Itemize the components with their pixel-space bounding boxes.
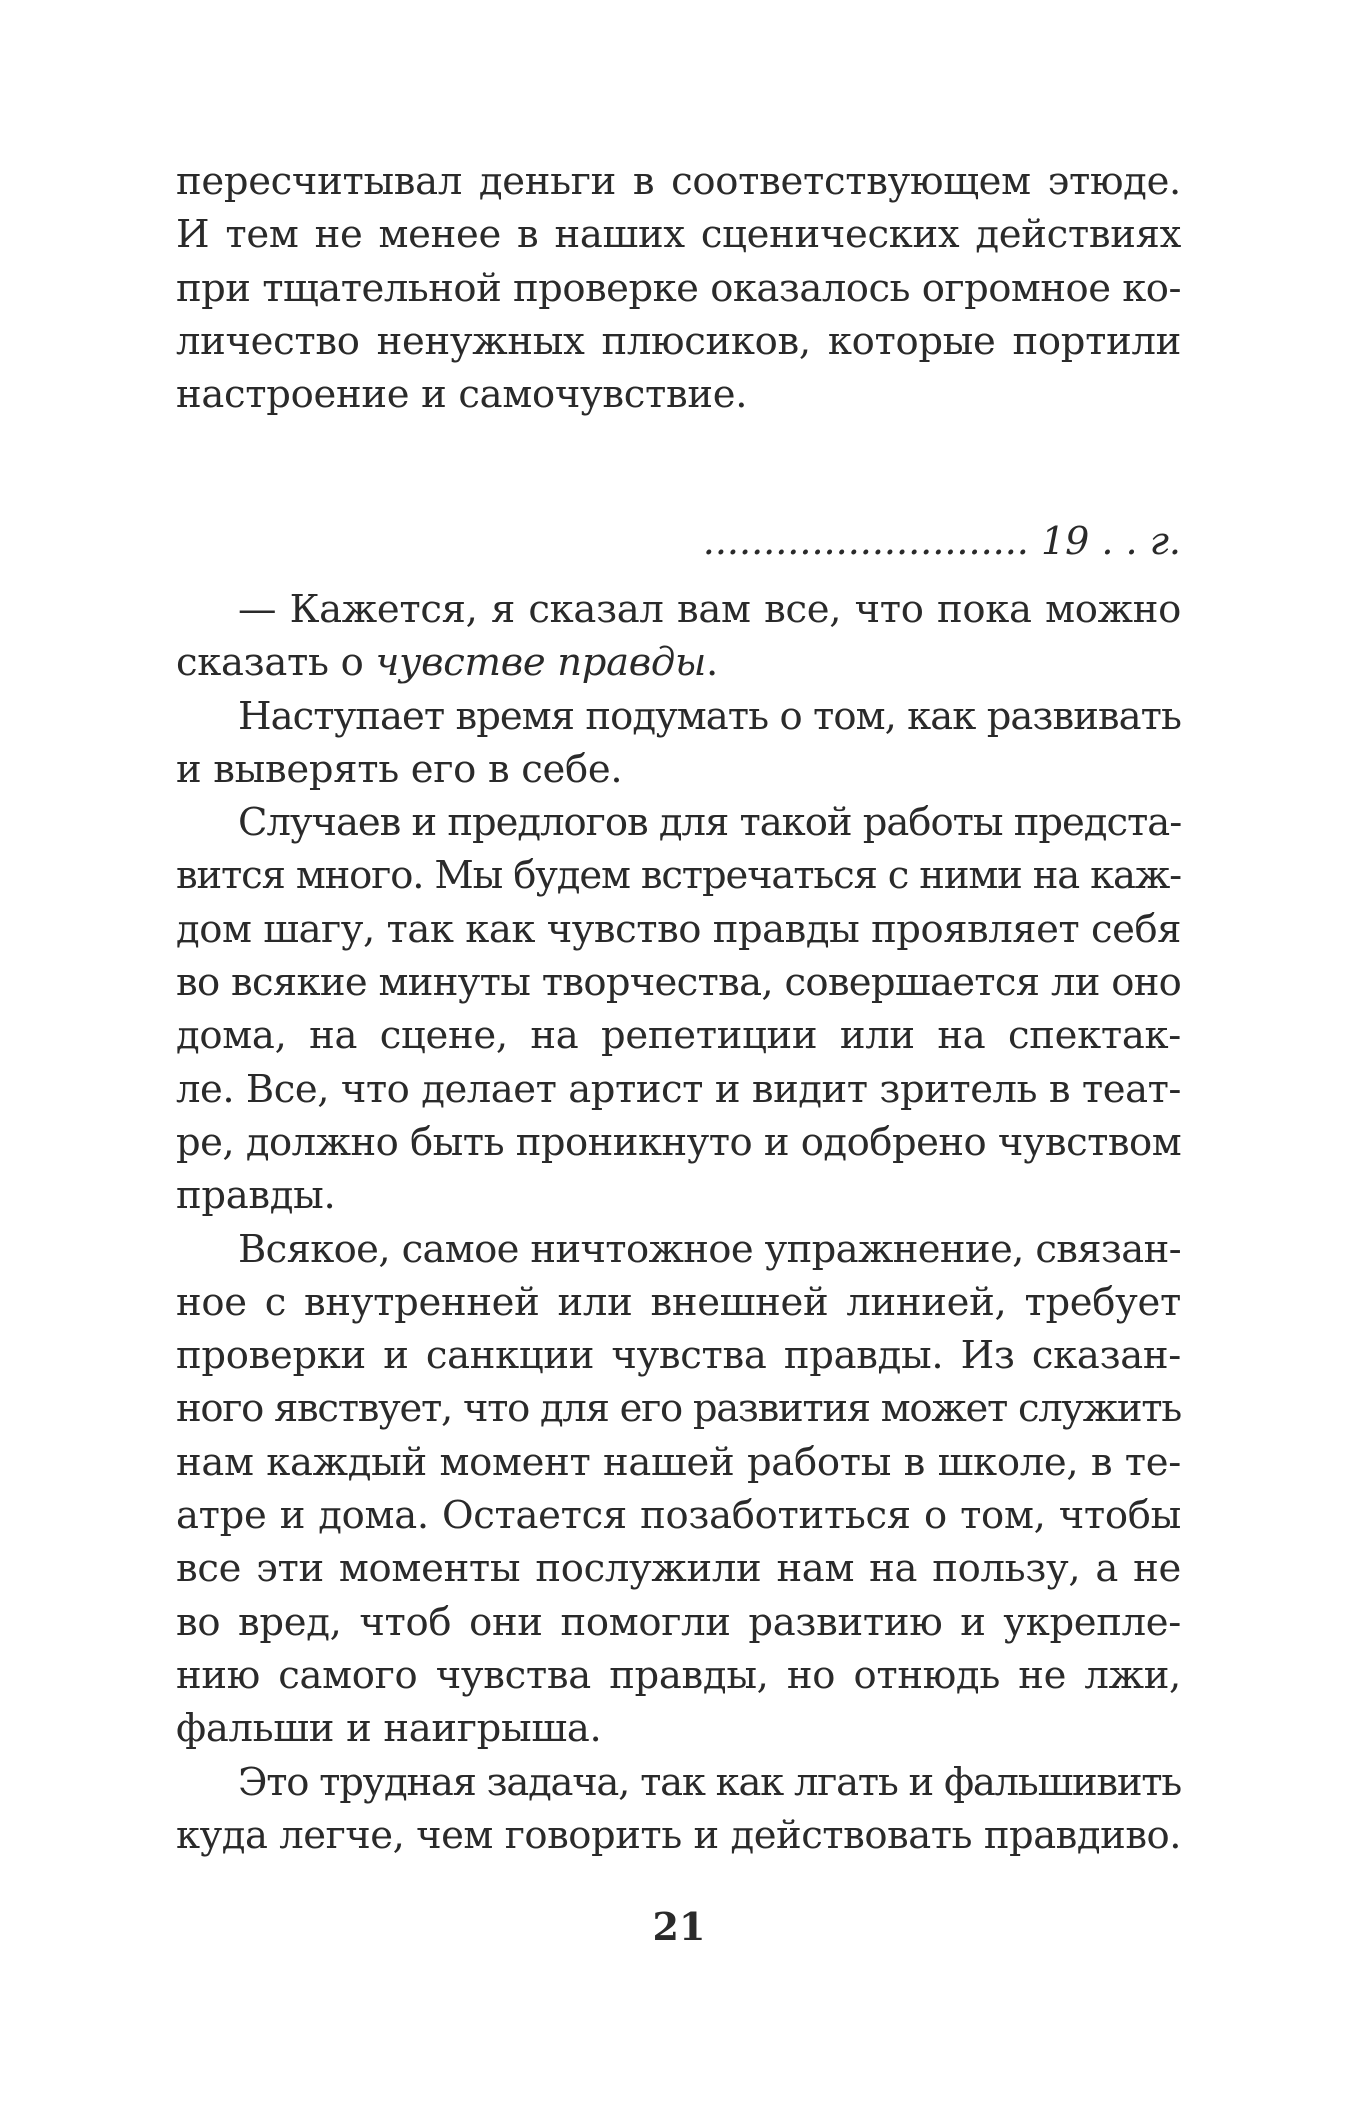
- page-number: 21: [652, 1904, 706, 1949]
- text-line: И тем не менее в наших сценических действиях: [176, 212, 1181, 258]
- text-line: Всякое, самое ничтожное упражнение, связан-: [238, 1226, 1181, 1272]
- text-line: ного явствует, что для его развития может служить: [176, 1386, 1181, 1432]
- paragraph: [176, 1223, 1181, 1756]
- text-line: куда легче, чем говорить и действовать правдиво.: [176, 1812, 1181, 1858]
- text-line: нам каждый момент нашей работы в школе, в те-: [176, 1439, 1181, 1485]
- text-line: правды.: [176, 1173, 336, 1219]
- text-line: ное с внутренней или внешней линией, требует: [176, 1279, 1181, 1325]
- text-line: во вред, чтоб они помогли развитию и укрепле-: [176, 1599, 1181, 1645]
- paragraph: [176, 796, 1181, 1222]
- text-line: Наступает время подумать о том, как развивать: [238, 693, 1181, 739]
- text-line: во всякие минуты творчества, совершается ли оно: [176, 960, 1182, 1006]
- text-line: и выверять его в себе.: [176, 746, 623, 792]
- text-line: настроение и самочувствие.: [176, 372, 748, 418]
- diary-date-heading: ........................... 19 . . г.: [702, 519, 1181, 563]
- text-line: дома, на сцене, на репетиции или на спектак-: [176, 1013, 1181, 1059]
- text-line: Случаев и предлогов для такой работы предста-: [238, 800, 1182, 846]
- text-line: атре и дома. Остается позаботиться о том, чтобы: [176, 1493, 1181, 1539]
- text-line: — Кажется, я сказал вам все, что пока можно: [238, 587, 1181, 632]
- italic-term: чувстве правды: [375, 640, 707, 686]
- text-line: [176, 636, 1181, 689]
- top-paragraph: [176, 155, 1181, 421]
- text-line: личество ненужных плюсиков, которые портили: [176, 318, 1181, 364]
- text-line: все эти моменты послужили нам на пользу, а не: [176, 1546, 1181, 1592]
- text-line: ле. Все, что делает артист и видит зритель в теат-: [176, 1066, 1181, 1112]
- text-line: при тщательной проверке оказалось огромное ко-: [176, 265, 1181, 311]
- paragraph: [176, 583, 1181, 690]
- text-line: проверки и санкции чувства правды. Из сказан-: [176, 1333, 1181, 1379]
- text-fragment: сказать о: [176, 640, 376, 686]
- text-line: дом шагу, так как чувство правды проявляет себя: [176, 906, 1181, 952]
- text-line: пересчитывал деньги в соответствующем этюде.: [176, 159, 1181, 204]
- text-line: ре, должно быть проникнуто и одобрено чувством: [176, 1119, 1182, 1165]
- text-line: фальши и наигрыша.: [176, 1706, 602, 1752]
- text-line: нию самого чувства правды, но отнюдь не лжи,: [176, 1652, 1181, 1698]
- text-line: вится много. Мы будем встречаться с ними на каж-: [176, 853, 1181, 899]
- paragraph: [176, 1756, 1181, 1863]
- main-text: [176, 583, 1181, 1862]
- paragraph: [176, 690, 1181, 797]
- text-line: Это трудная задача, так как лгать и фальшивить: [238, 1759, 1182, 1805]
- text-fragment: .: [706, 640, 718, 686]
